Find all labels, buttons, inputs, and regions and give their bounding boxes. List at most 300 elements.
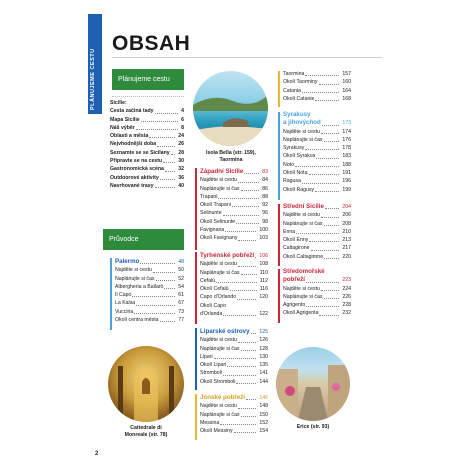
toc-entry-label: Gastronomická scéna: [110, 166, 164, 173]
toc-entry-page: 183: [342, 153, 351, 160]
toc-entry[interactable]: [110, 140, 184, 148]
toc-entry[interactable]: [200, 336, 268, 344]
toc-entry-page: 178: [342, 145, 351, 152]
toc-entry[interactable]: [200, 310, 268, 318]
toc-entry-label: Okolí Messiny: [200, 428, 233, 435]
toc-entry-page: 232: [342, 310, 351, 317]
toc-entry-page: 226: [342, 293, 351, 300]
toc-entry-page: 130: [259, 353, 268, 360]
toc-entry-page: 208: [342, 220, 351, 227]
toc-entry[interactable]: [110, 132, 184, 140]
toc-entry-label: Okolí Nota: [283, 170, 308, 177]
toc-entry-page: 108: [259, 261, 268, 268]
liparske-section: [200, 328, 268, 386]
toc-leader: [324, 253, 339, 259]
toc-entry[interactable]: [200, 234, 268, 242]
toc-entry-label: Messina: [200, 419, 220, 426]
toc-leader: [236, 378, 256, 384]
toc-entry-page: 40: [178, 182, 184, 189]
toc-entry-label: Syrakusy: [283, 145, 305, 152]
toc-leader: [132, 291, 175, 297]
toc-entry[interactable]: [200, 209, 268, 217]
toc-entry[interactable]: [200, 293, 268, 301]
toc-entry-page: 28: [178, 149, 184, 156]
toc-entry-label: Sicílie:: [110, 100, 127, 106]
toc-entry-page: 164: [342, 87, 351, 94]
toc-entry-page: 141: [259, 370, 268, 377]
jonske-list: [200, 402, 268, 435]
planujeme-divider: [112, 96, 184, 97]
stredni-page: 204: [342, 204, 351, 210]
toc-entry-label: Okolí Syrakus: [283, 153, 316, 160]
side-tab-label: PLÁNUJEME CESTU: [90, 48, 96, 110]
stredomorske-section: [283, 268, 351, 318]
toc-entry-page: 36: [178, 174, 184, 181]
toc-leader: [140, 258, 175, 264]
toc-entry-page: 228: [342, 302, 351, 309]
toc-entry[interactable]: [115, 266, 184, 274]
toc-leader: [223, 209, 260, 215]
toc-entry[interactable]: [110, 174, 184, 182]
tyrhenske-list: [200, 260, 268, 318]
toc-entry[interactable]: [200, 369, 268, 377]
toc-entry-page: 128: [259, 345, 268, 352]
toc-entry-page: 73: [178, 308, 184, 315]
toc-entry-page: 217: [342, 245, 351, 252]
toc-entry-page: 110: [259, 269, 268, 276]
toc-entry[interactable]: [283, 87, 351, 95]
toc-entry[interactable]: [200, 226, 268, 234]
toc-entry-label: La Kalsa: [115, 300, 136, 307]
toc-entry-label: Naplánujte si čas: [115, 275, 155, 282]
toc-entry[interactable]: [110, 107, 184, 115]
palermo-list: [115, 266, 184, 324]
toc-entry[interactable]: [283, 301, 351, 309]
toc-entry-page: 126: [259, 337, 268, 344]
toc-entry-label: Oblasti a města: [110, 133, 149, 140]
toc-entry[interactable]: [283, 95, 351, 103]
toc-leader: [238, 336, 256, 342]
zapadni-page: 83: [262, 169, 268, 175]
toc-entry-label: Okolí Trapani: [200, 202, 231, 209]
toc-entry-label: Lipari: [200, 353, 213, 360]
toc-leader: [311, 244, 340, 250]
toc-entry[interactable]: [200, 419, 268, 427]
palermo-title-row[interactable]: [115, 258, 184, 266]
toc-entry-label: Vucciria: [115, 308, 134, 315]
toc-entry-label: Stromboli: [200, 370, 222, 377]
toc-entry[interactable]: [200, 427, 268, 435]
toc-leader: [306, 276, 339, 282]
toc-entry-page: 4: [181, 108, 184, 115]
toc-entry-label: Capo d'Orlando: [200, 294, 237, 301]
toc-entry-page: 6: [181, 116, 184, 123]
toc-entry[interactable]: [283, 177, 351, 185]
toc-leader: [324, 293, 340, 299]
toc-entry-page: 150: [259, 411, 268, 418]
stredni-section: [283, 203, 351, 261]
toc-leader: [155, 182, 176, 188]
toc-entry-page: 157: [342, 71, 351, 77]
toc-entry-label: Naplánujte si čas: [200, 411, 240, 418]
toc-entry-page: 144: [259, 378, 268, 385]
toc-entry-page: 199: [342, 186, 351, 193]
zapadni-title: Západní Sicílie: [200, 168, 244, 175]
toc-leader: [163, 157, 175, 163]
toc-entry[interactable]: [200, 277, 268, 285]
tyrhenske-section: [200, 252, 268, 318]
toc-leader: [153, 266, 175, 272]
toc-entry-label: Naplánujte si čas: [200, 345, 240, 352]
palermo-bar: [110, 258, 112, 330]
toc-entry[interactable]: [283, 220, 351, 228]
toc-leader: [238, 176, 259, 182]
toc-leader: [218, 193, 259, 199]
toc-entry[interactable]: [200, 345, 268, 353]
monreale-caption: [104, 425, 188, 438]
toc-entry-page: 174: [342, 128, 351, 135]
stredomorske-title-row[interactable]: [283, 276, 351, 284]
toc-entry-page: 191: [342, 170, 351, 177]
erice-photo: [276, 347, 350, 421]
zapadni-bar: [195, 168, 197, 250]
toc-leader: [322, 119, 340, 125]
toc-entry-page: 116: [259, 286, 268, 293]
toc-entry-page: 168: [342, 95, 351, 102]
toc-entry-label: Najděte si cestu: [200, 261, 237, 268]
jonske-title-row[interactable]: [200, 394, 268, 402]
toc-leader: [141, 116, 178, 122]
toc-entry[interactable]: [200, 361, 268, 369]
pruvodce-header-label: Průvodce: [109, 236, 139, 243]
page-title: OBSAH: [112, 32, 191, 55]
toc-entry[interactable]: [200, 269, 268, 277]
toc-entry[interactable]: [283, 186, 351, 194]
syrakusy-section: [283, 111, 351, 194]
toc-entry[interactable]: [283, 136, 351, 144]
toc-entry-label: Okolí Stromboli: [200, 378, 236, 385]
toc-entry[interactable]: [200, 302, 268, 310]
toc-entry-label: d'Orlanda: [200, 311, 223, 318]
liparske-title-row[interactable]: [200, 328, 268, 336]
toc-entry-page: 224: [342, 285, 351, 292]
toc-entry-label: Okolí Catanie: [283, 95, 315, 102]
toc-entry[interactable]: [115, 291, 184, 299]
toc-entry[interactable]: [110, 149, 184, 157]
syrakusy-bar: [278, 112, 280, 200]
toc-entry-page: 30: [178, 158, 184, 165]
planujeme-header: [112, 69, 184, 90]
toc-entry[interactable]: [115, 275, 184, 283]
toc-entry-label: Naplánujte si čas: [283, 220, 323, 227]
toc-entry-page: 86: [262, 185, 268, 192]
toc-entry-label: Okolí Favignany: [200, 235, 238, 242]
toc-entry-page: 88: [262, 193, 268, 200]
toc-leader: [296, 228, 339, 234]
toc-leader: [255, 252, 256, 258]
stredni-bar: [278, 204, 280, 266]
toc-leader: [223, 369, 256, 375]
toc-leader: [157, 140, 175, 146]
toc-entry-page: 152: [259, 419, 268, 426]
toc-entry-page: 92: [262, 202, 268, 209]
toc-entry-page: 32: [178, 166, 184, 173]
toc-entry[interactable]: [115, 308, 184, 316]
toc-leader: [316, 152, 339, 158]
toc-leader: [315, 95, 339, 101]
toc-entry-label: Agrigento: [283, 302, 306, 309]
toc-entry[interactable]: [283, 285, 351, 293]
zapadni-list: [200, 176, 268, 242]
toc-entry[interactable]: [200, 260, 268, 268]
toc-leader: [236, 218, 259, 224]
toc-entry-label: Caltagirone: [283, 245, 310, 252]
toc-entry-label: Cesta začíná tady: [110, 108, 154, 115]
toc-entry[interactable]: [200, 201, 268, 209]
toc-entry-page: 120: [259, 294, 268, 301]
toc-entry-page: 176: [342, 136, 351, 143]
toc-leader: [149, 132, 175, 138]
toc-leader: [134, 308, 175, 314]
toc-entry[interactable]: [200, 411, 268, 419]
toc-entry-label: Cefalù: [200, 277, 215, 284]
toc-entry-label: Noto: [283, 161, 294, 168]
toc-leader: [315, 186, 339, 192]
toc-entry[interactable]: [110, 182, 184, 190]
toc-leader: [244, 168, 259, 174]
toc-entry[interactable]: [200, 353, 268, 361]
toc-leader: [214, 353, 257, 359]
toc-entry[interactable]: [110, 157, 184, 165]
isola-caption-line1: Isola Bella (str. 159),: [206, 150, 256, 156]
toc-leader: [136, 299, 175, 305]
syrakusy-page: 173: [342, 120, 351, 127]
liparske-bar: [195, 328, 197, 390]
toc-entry-page: 100: [259, 227, 268, 234]
toc-entry-label: Okolí centra města: [115, 317, 159, 324]
planujeme-header-label: Plánujeme cestu: [118, 76, 170, 83]
toc-leader: [165, 165, 175, 171]
page-number: 2: [95, 451, 99, 457]
toc-entry-label: Okolí Caltagirone: [283, 253, 324, 260]
toc-entry-label: Okolí Ragusy: [283, 186, 315, 193]
toc-entry[interactable]: [200, 218, 268, 226]
toc-entry-label: Najděte si cestu: [283, 285, 320, 292]
toc-leader: [232, 201, 259, 207]
toc-entry[interactable]: [115, 299, 184, 307]
stredni-list: [283, 211, 351, 261]
toc-entry[interactable]: [200, 285, 268, 293]
stredomorske-title-line2: pobřeží: [283, 276, 306, 284]
toc-entry[interactable]: [200, 193, 268, 201]
toc-leader: [136, 124, 178, 130]
toc-leader: [171, 149, 176, 155]
toc-entry-label: Najděte si cestu: [115, 267, 152, 274]
jonske-title: Jónské pobřeží: [200, 394, 246, 401]
toc-entry-page: 50: [178, 267, 184, 274]
toc-leader: [309, 236, 339, 242]
toc-leader: [246, 394, 256, 400]
toc-leader: [160, 174, 176, 180]
toc-entry-page: 84: [262, 177, 268, 184]
stredni-title: Střední Sicílie: [283, 203, 324, 210]
toc-leader: [156, 275, 176, 281]
toc-entry[interactable]: [115, 283, 184, 291]
toc-entry[interactable]: [283, 78, 351, 86]
toc-entry-label: Okolí Enny: [283, 237, 309, 244]
toc-entry[interactable]: [110, 124, 184, 132]
toc-leader: [324, 220, 340, 226]
toc-entry-label: Připravte se na cestu: [110, 158, 163, 165]
jonske-section: [200, 394, 268, 435]
toc-entry[interactable]: [115, 316, 184, 324]
toc-entry-page: 154: [259, 428, 268, 435]
toc-entry[interactable]: [200, 402, 268, 410]
toc-entry[interactable]: [283, 309, 351, 317]
toc-entry-label: Naplánujte si čas: [283, 136, 323, 143]
toc-entry-label: Nejvhodnější doba: [110, 141, 157, 148]
toc-entry[interactable]: [110, 116, 184, 124]
toc-leader: [238, 402, 256, 408]
toc-entry[interactable]: [283, 152, 351, 160]
toc-leader: [302, 177, 339, 183]
toc-entry[interactable]: [283, 169, 351, 177]
toc-entry-page: 52: [178, 275, 184, 282]
toc-entry[interactable]: [283, 236, 351, 244]
title-divider: [112, 57, 382, 58]
toc-entry[interactable]: [200, 378, 268, 386]
toc-entry-label: Okolí Selinunte: [200, 218, 236, 225]
stredni-title-row[interactable]: [283, 203, 351, 211]
isola-bella-photo: [193, 71, 268, 146]
toc-entry[interactable]: [283, 161, 351, 169]
toc-entry-page: [266, 302, 268, 310]
toc-leader: [238, 260, 256, 266]
toc-entry[interactable]: [283, 293, 351, 301]
palermo-page: 48: [178, 259, 184, 265]
toc-leader: [234, 427, 257, 433]
toc-entry-page: 210: [342, 228, 351, 235]
toc-entry-page: 112: [259, 277, 268, 284]
toc-entry[interactable]: [283, 228, 351, 236]
toc-entry-label: Catania: [283, 87, 301, 94]
liparske-list: [200, 336, 268, 386]
pruvodce-header: [103, 229, 184, 250]
toc-entry-page: 103: [259, 235, 268, 242]
toc-leader: [223, 310, 256, 316]
syrakusy-title-line1[interactable]: Syrakusy: [283, 111, 311, 118]
toc-entry-page: 67: [178, 300, 184, 307]
toc-leader: [319, 78, 340, 84]
toc-entry-page: 77: [178, 317, 184, 324]
toc-entry[interactable]: [200, 176, 268, 184]
toc-entry-page: 148: [259, 403, 268, 410]
isola-bella-caption: [188, 150, 274, 163]
toc-entry[interactable]: [200, 185, 268, 193]
toc-entry-label: Outdoorové aktivity: [110, 174, 159, 181]
erice-caption: Erice (str. 93): [296, 424, 330, 430]
tyrhenske-title: Tyrhénské pobřeží: [200, 252, 255, 259]
toc-entry[interactable]: [110, 99, 184, 107]
toc-entry-label: Il Capo: [115, 292, 132, 299]
isola-caption-line2: Taormina: [219, 156, 243, 163]
toc-entry-label: Naplánujte si čas: [283, 293, 323, 300]
toc-leader: [241, 411, 257, 417]
toc-leader: [227, 361, 256, 367]
toc-leader: [321, 285, 339, 291]
toc-entry-label: Okolí Capo: [200, 302, 226, 309]
zapadni-title-row[interactable]: [200, 168, 268, 176]
zapadni-section: [200, 168, 268, 243]
toc-leader: [324, 136, 340, 142]
toc-entry-label: Selinunte: [200, 210, 222, 217]
toc-leader: [241, 185, 260, 191]
toc-entry-label: Favignana: [200, 227, 225, 234]
toc-leader: [155, 107, 179, 113]
toc-entry-page: 160: [342, 79, 351, 86]
toc-entry[interactable]: [283, 244, 351, 252]
toc-leader: [160, 316, 176, 322]
tyrhenske-title-row[interactable]: [200, 252, 268, 260]
tyrhenske-page: 106: [259, 253, 268, 259]
toc-leader: [295, 161, 339, 167]
toc-leader: [319, 309, 339, 315]
toc-entry[interactable]: [283, 144, 351, 152]
toc-leader: [306, 301, 339, 307]
toc-entry[interactable]: [283, 211, 351, 219]
taormina-bar: [278, 71, 280, 107]
toc-entry-page: 220: [342, 253, 351, 260]
monreale-caption-line2: Monreale (str. 78): [124, 431, 168, 438]
toc-entry-label: Albergheria a Ballarò: [115, 283, 164, 290]
toc-leader: [251, 328, 257, 334]
toc-leader: [237, 293, 256, 299]
toc-entry-label: Okolí Lipari: [200, 362, 227, 369]
toc-entry-label: Seznamte se se Sicílany: [110, 149, 170, 156]
toc-leader: [230, 285, 257, 291]
toc-entry-label: Okolí Agrigenta: [283, 310, 319, 317]
toc-leader: [305, 144, 339, 150]
syrakusy-list: [283, 128, 351, 194]
toc-entry-label: Najděte si cestu: [283, 212, 320, 219]
palermo-section: [115, 258, 184, 324]
toc-entry-page: 61: [178, 292, 184, 299]
toc-entry-label: Navrhované trasy: [110, 182, 154, 189]
toc-entry-label: Najděte si cestu: [283, 128, 320, 135]
toc-entry[interactable]: [283, 253, 351, 261]
liparske-page: 125: [259, 329, 268, 335]
planujeme-list: [110, 99, 184, 190]
toc-entry-page: 54: [178, 283, 184, 290]
toc-leader: [321, 211, 339, 217]
toc-leader: [220, 419, 256, 425]
toc-leader: [216, 277, 257, 283]
toc-entry-page: 96: [262, 210, 268, 217]
toc-leader: [309, 169, 340, 175]
toc-entry[interactable]: [283, 70, 351, 78]
toc-entry-label: Taormina: [283, 71, 305, 77]
syrakusy-title-line2: a jihovýchod: [283, 119, 321, 127]
syrakusy-title-row[interactable]: [283, 119, 351, 127]
toc-entry-page: 188: [342, 161, 351, 168]
toc-leader: [325, 203, 339, 209]
toc-entry[interactable]: [110, 165, 184, 173]
stredomorske-page: 223: [342, 277, 351, 284]
toc-leader: [238, 234, 256, 240]
toc-entry-label: Naplánujte si čas: [200, 269, 240, 276]
stredomorske-title-line1[interactable]: Středomořské: [283, 268, 325, 275]
toc-entry[interactable]: [283, 128, 351, 136]
